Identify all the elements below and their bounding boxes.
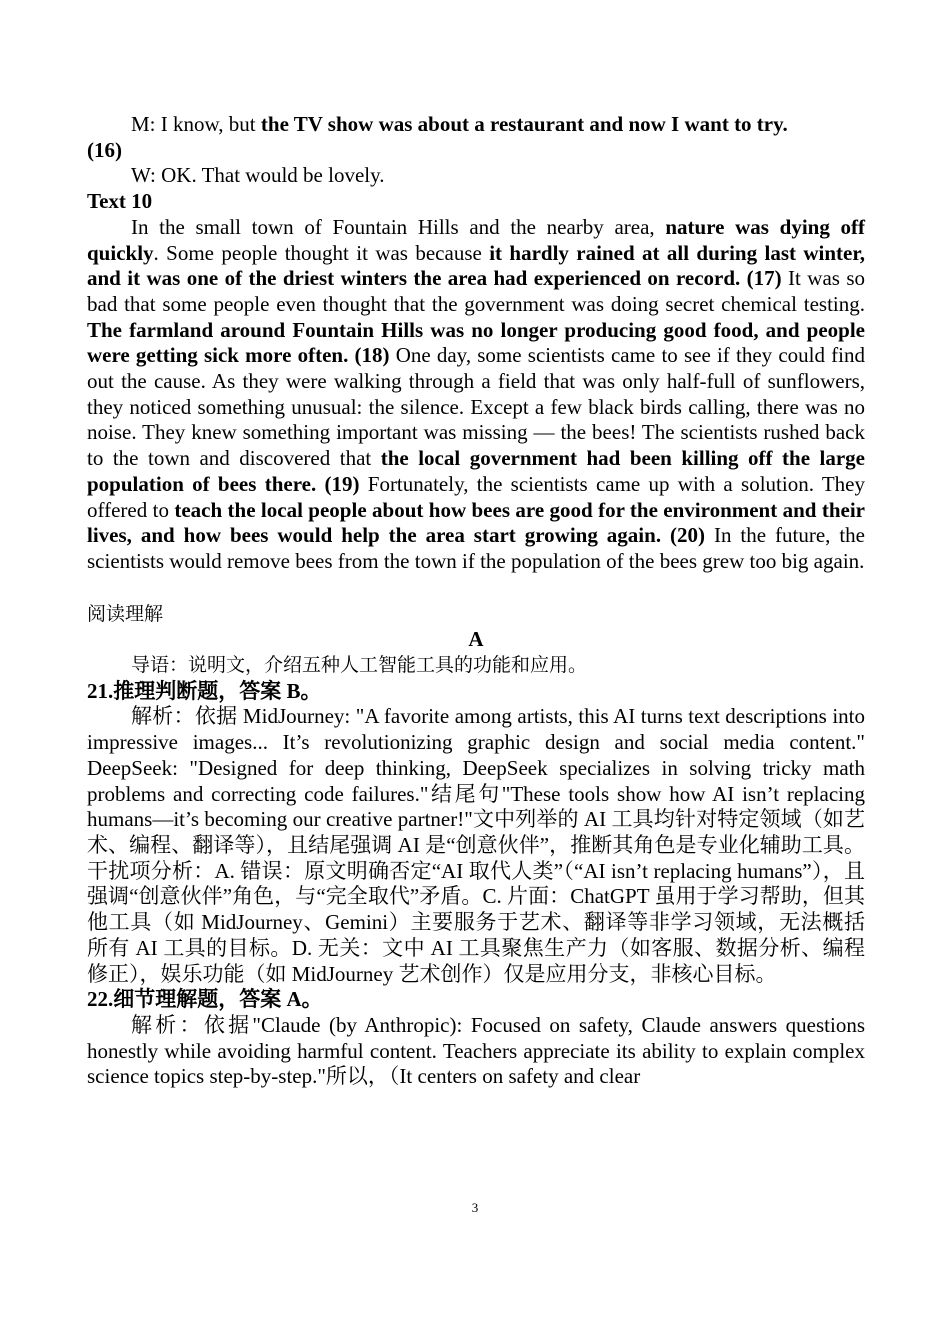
q22-analysis: 解析：依据"Claude (by Anthropic): Focused on safety, Claude answers questions honestly while avoiding harmful content. Teachers appreciate its ability to explain complex science topics step-by-step."所以，（It centers on safety and clear — [87, 1012, 865, 1089]
text10-paragraph: In the small town of Fountain Hills and the nearby area, nature was dying off quickly. Some people thought it was because it hardly rained at all during last winter, and it was one of the driest winters the area had experienced on record. (17) It was so bad that some people even thought that the government was doing secret chemical testing. The farmland around Fountain Hills was no longer producing good food, and people were getting sick more often. (18) One day, some scientists came to see if they could find out the cause. As they were walking through a field that was only half-full of sunflowers, they noticed something unusual: the silence. Except a few black birds calling, there was no noise. They knew something important was missing — the bees! The scientists rushed back to the town and discovered that the local government had been killing off the large population of bees there. (19) Fortunately, the scientists came up with a solution. They offered to teach the local people about how bees are good for the environment and their lives, and how bees would help the area start growing again. (20) In the future, the scientists would remove bees from the town if the population of the bees grew too big again. — [87, 214, 866, 573]
page-number: 3 — [471, 1200, 479, 1215]
dialogue-w-line: W: OK. That would be lovely. — [131, 163, 385, 188]
intro-line: 导语：说明文，介绍五种人工智能工具的功能和应用。 — [131, 654, 588, 677]
q21-heading: 21.推理判断题，答案 B。 — [87, 678, 322, 703]
section-title: 阅读理解 — [87, 602, 164, 625]
document-page — [87, 112, 865, 1090]
q22-heading: 22.细节理解题，答案 A。 — [87, 987, 323, 1012]
dialogue-m-number: (16) — [87, 137, 122, 162]
q21-analysis: 解析：依据 MidJourney: "A favorite among artists, this AI turns text descriptions into impressive images... It’s revolutionizing graphic design and social media content." DeepSeek: "Designed for deep thinking, DeepSeek specializes in solving tricky math problems and correcting code failures."结尾句"These tools show how AI isn’t replacing humans—it’s becoming our creative partner!"文中列举的 AI 工具均针对特定领域（如艺术、编程、翻译等），且结尾强调 AI 是“创意伙伴”，推断其角色是专业化辅助工具。干扰项分析：A. 错误：原文明确否定“AI 取代人类”（“AI isn’t replacing humans”），且强调“创意伙伴”角色，与“完全取代”矛盾。C. 片面：ChatGPT 虽用于学习帮助，但其他工具（如 MidJourney、Gemini）主要服务于艺术、翻译等非学习领域，无法概括所有 AI 工具的目标。D. 无关：文中 AI 工具聚焦生产力（如客服、数据分析、编程修正），娱乐功能（如 MidJourney 艺术创作）仅是应用分支，非核心目标。 — [87, 704, 865, 986]
text10-heading: Text 10 — [87, 189, 153, 214]
dialogue-m-line: M: I know, but the TV show was about a restaurant and now I want to try. — [131, 112, 788, 136]
passage-label: A — [468, 627, 484, 652]
section-gap — [87, 575, 865, 602]
